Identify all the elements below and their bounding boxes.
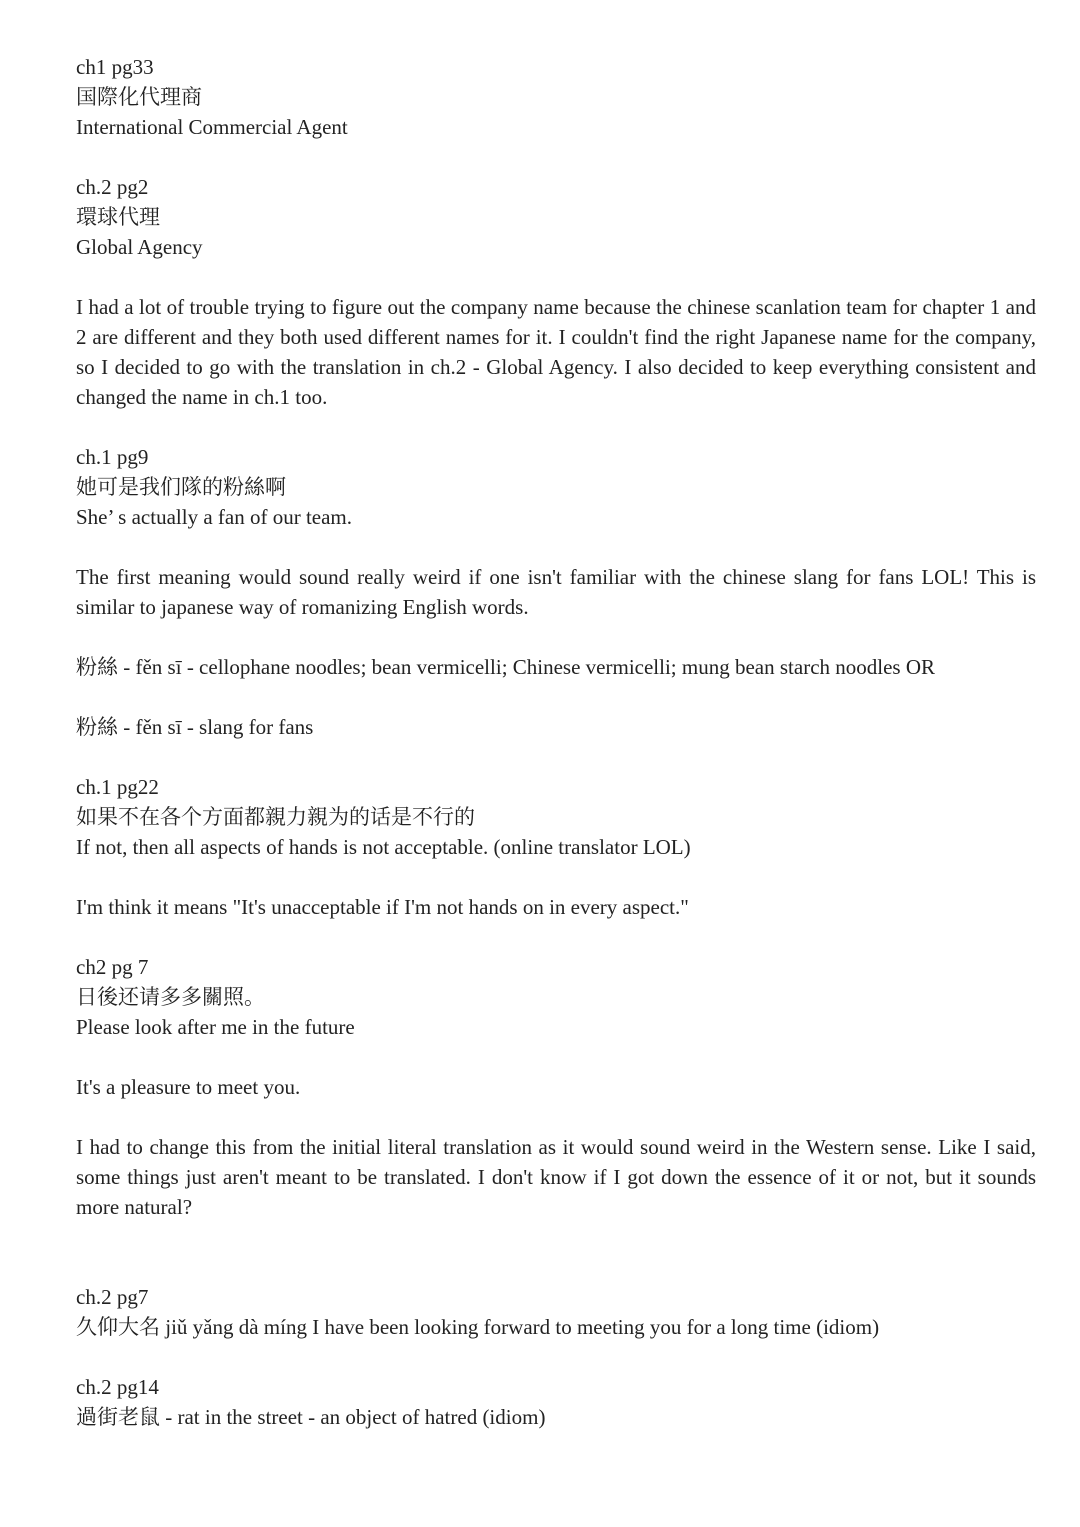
entry-5-english: Please look after me in the future (76, 1015, 355, 1039)
spacer (76, 142, 1036, 172)
entry-7-line: 過街老鼠 - rat in the street - an object of hatred (idiom) (76, 1405, 546, 1429)
spacer (76, 1342, 1036, 1372)
spacer (76, 1102, 1036, 1132)
entry-4-chinese: 如果不在各个方面都親力親为的话是不行的 (76, 805, 475, 829)
entry-3-chinese: 她可是我们隊的粉絲啊 (76, 475, 286, 499)
entry-4-note: I'm think it means "It's unacceptable if I'm not hands on in every aspect." (76, 895, 689, 919)
entry-3-meaning-1: 粉絲 - fěn sī - cellophane noodles; bean vermicelli; Chinese vermicelli; mung bean starch noodles OR (76, 655, 936, 679)
entry-5-reference: ch2 pg 7 (76, 955, 149, 979)
entry-2-note: I had a lot of trouble trying to figure out the company name because the chinese scanlation team for chapter 1 and 2 are different and they both used different names for it. I couldn't find the right Japanese name for the company, so I decided to go with the translation in ch.2 - Global Agency. I also decided to keep everything consistent and changed the name in ch.1 too. (76, 295, 1036, 409)
entry-1-english: International Commercial Agent (76, 115, 348, 139)
entry-2-reference: ch.2 pg2 (76, 175, 149, 199)
spacer (76, 262, 1036, 292)
entry-7-reference: ch.2 pg14 (76, 1375, 159, 1399)
spacer (76, 1222, 1036, 1282)
entry-6-reference: ch.2 pg7 (76, 1285, 149, 1309)
entry-6-line: 久仰大名 jiǔ yǎng dà míng I have been looking forward to meeting you for a long time (idiom) (76, 1315, 880, 1339)
document-page (76, 52, 1036, 1432)
spacer (76, 922, 1036, 952)
entry-3-english: She’ s actually a fan of our team. (76, 505, 353, 529)
entry-1-chinese: 国際化代理商 (76, 85, 202, 109)
spacer (76, 532, 1036, 562)
spacer (76, 622, 1036, 652)
entry-4-english: If not, then all aspects of hands is not acceptable. (online translator LOL) (76, 835, 691, 859)
spacer (76, 742, 1036, 772)
entry-3-meaning-2: 粉絲 - fěn sī - slang for fans (76, 715, 314, 739)
entry-2-chinese: 環球代理 (76, 205, 160, 229)
entry-3-note: The first meaning would sound really weird if one isn't familiar with the chinese slang for fans LOL! This is similar to japanese way of romanizing English words. (76, 565, 1036, 619)
entry-5-note: I had to change this from the initial literal translation as it would sound weird in the Western sense. Like I said, some things just aren't meant to be translated. I don't know if I got down the essence of it or not, but it sounds more natural? (76, 1135, 1036, 1219)
entry-2-english: Global Agency (76, 235, 203, 259)
entry-3-reference: ch.1 pg9 (76, 445, 149, 469)
spacer (76, 862, 1036, 892)
entry-5-chinese: 日後还请多多關照。 (76, 985, 265, 1009)
spacer (76, 412, 1036, 442)
entry-5-translation: It's a pleasure to meet you. (76, 1075, 301, 1099)
entry-4-reference: ch.1 pg22 (76, 775, 159, 799)
spacer (76, 1042, 1036, 1072)
entry-1-reference: ch1 pg33 (76, 55, 154, 79)
spacer (76, 682, 1036, 712)
